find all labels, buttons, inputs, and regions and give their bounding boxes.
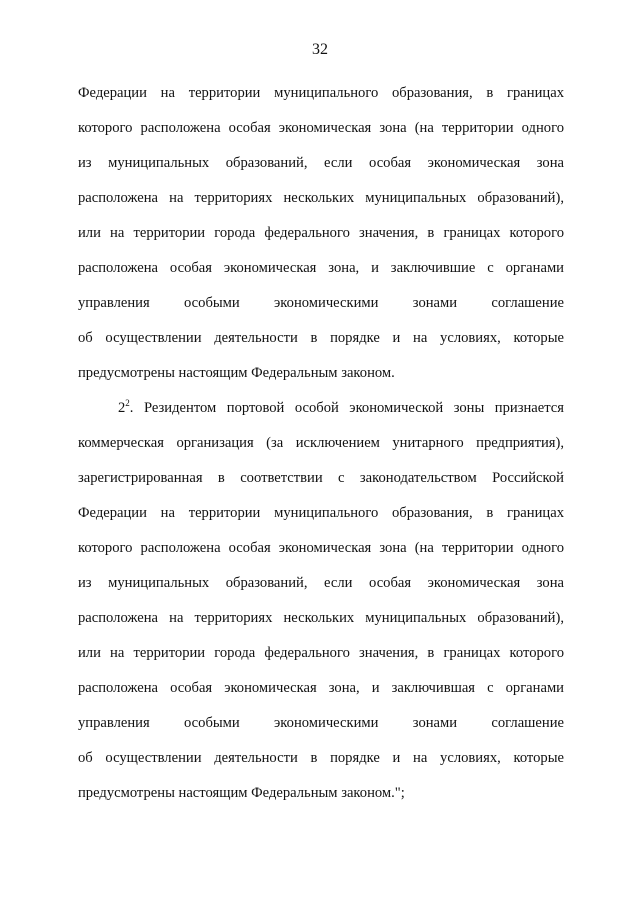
page-number: 32 bbox=[312, 41, 328, 58]
document-body bbox=[78, 76, 564, 811]
paragraph-line: коммерческая организация (за исключением унитарного предприятия), bbox=[78, 435, 564, 451]
paragraph-line: из муниципальных образований, если особая экономическая зона bbox=[78, 155, 564, 171]
paragraph-line: расположена особая экономическая зона, и заключившая с органами bbox=[78, 680, 564, 696]
paragraph-line: расположена особая экономическая зона, и заключившие с органами bbox=[78, 260, 564, 276]
paragraph-line: управления особыми экономическими зонами соглашение bbox=[78, 295, 564, 311]
paragraph-line: предусмотрены настоящим Федеральным законом. bbox=[78, 365, 395, 381]
paragraph-line: предусмотрены настоящим Федеральным законом."; bbox=[78, 785, 405, 801]
clause-marker-superscript: 2 bbox=[125, 398, 130, 409]
paragraph-line: расположена на территориях нескольких муниципальных образований), bbox=[78, 610, 564, 626]
clause-marker-base: 2 bbox=[118, 400, 126, 416]
paragraph-line: которого расположена особая экономическая зона (на территории одного bbox=[78, 120, 564, 136]
paragraph-first-line bbox=[78, 391, 564, 426]
clause-marker bbox=[118, 400, 133, 416]
paragraph-line: Федерации на территории муниципального образования, в границах bbox=[78, 85, 564, 101]
paragraph-1 bbox=[78, 76, 564, 391]
paragraph-line-text: Резидентом портовой особой экономической зоны признается bbox=[143, 400, 564, 416]
paragraph-line: об осуществлении деятельности в порядке и на условиях, которые bbox=[78, 750, 564, 766]
paragraph-2 bbox=[78, 391, 564, 811]
paragraph-line: которого расположена особая экономическая зона (на территории одного bbox=[78, 540, 564, 556]
paragraph-line: из муниципальных образований, если особая экономическая зона bbox=[78, 575, 564, 591]
paragraph-line: зарегистрированная в соответствии с законодательством Российской bbox=[78, 470, 564, 486]
paragraph-line: расположена на территориях нескольких муниципальных образований), bbox=[78, 190, 564, 206]
paragraph-line: или на территории города федерального значения, в границах которого bbox=[78, 225, 564, 241]
clause-marker-suffix: . bbox=[129, 400, 134, 416]
paragraph-line: об осуществлении деятельности в порядке и на условиях, которые bbox=[78, 330, 564, 346]
paragraph-line: управления особыми экономическими зонами соглашение bbox=[78, 715, 564, 731]
paragraph-line: Федерации на территории муниципального образования, в границах bbox=[78, 505, 564, 521]
paragraph-line: или на территории города федерального значения, в границах которого bbox=[78, 645, 564, 661]
